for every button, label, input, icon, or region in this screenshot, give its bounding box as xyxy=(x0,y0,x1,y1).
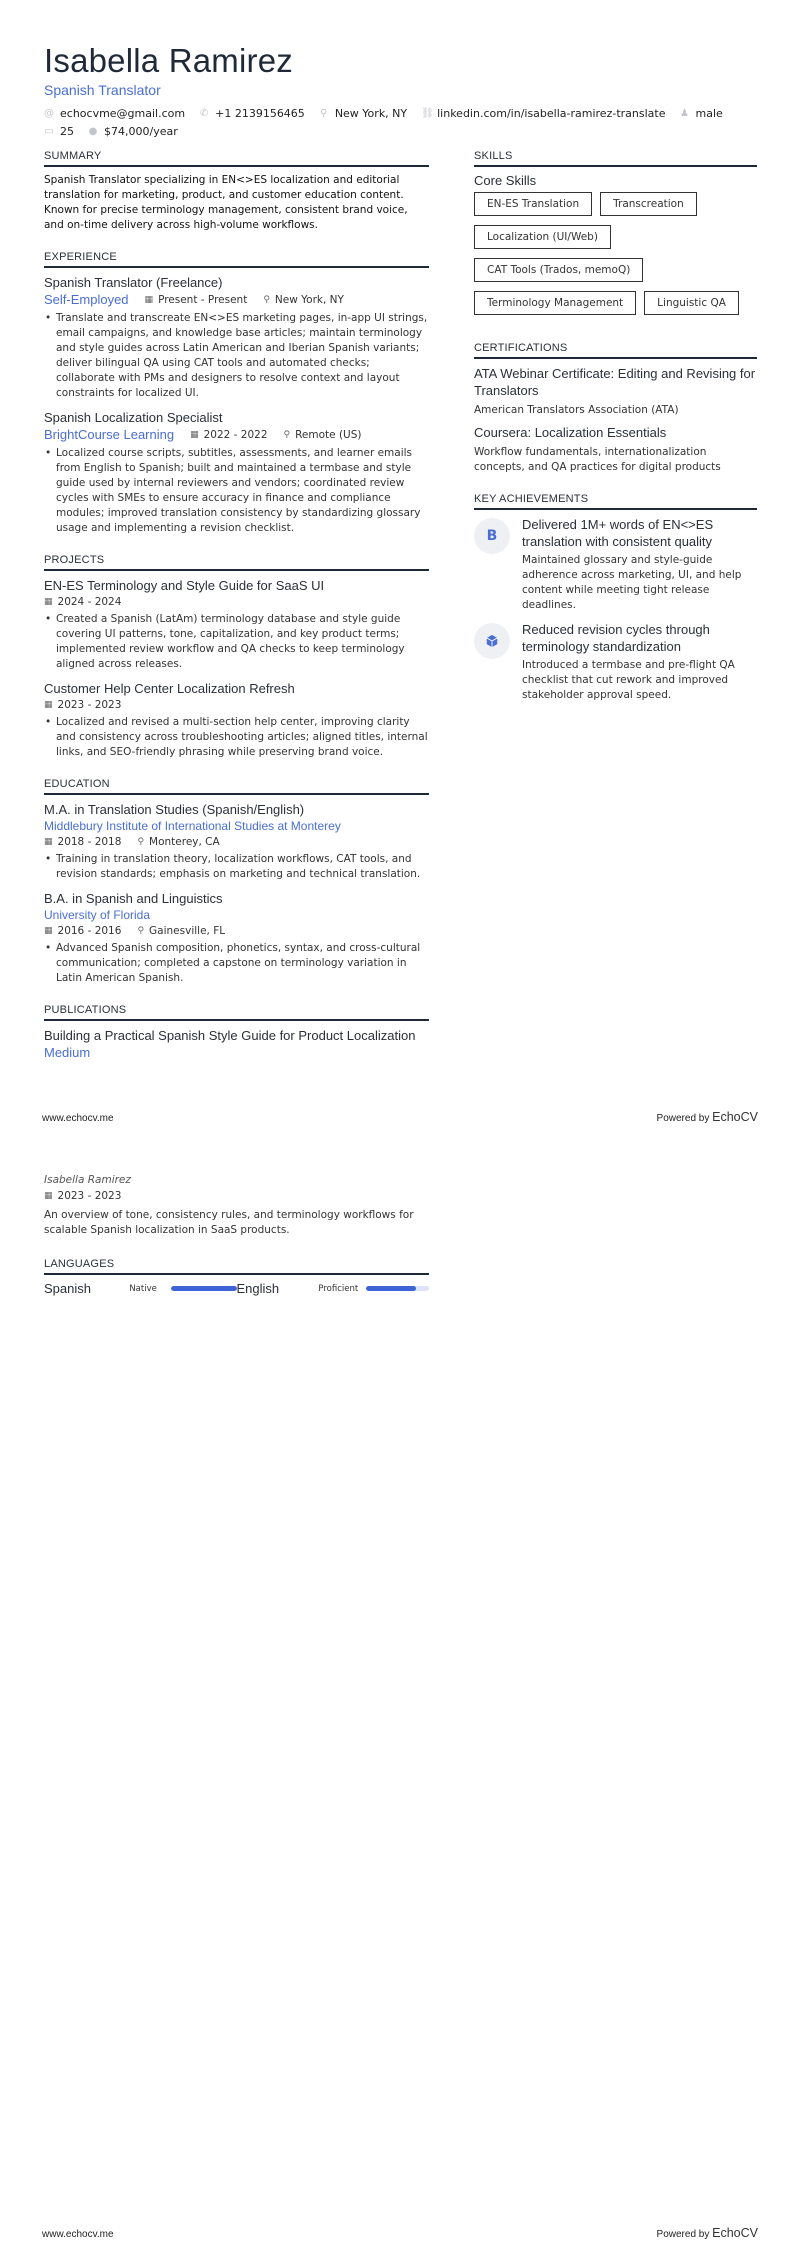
job-bullets xyxy=(44,446,429,536)
salary-icon: ● xyxy=(88,126,98,137)
achievement-item xyxy=(474,516,757,613)
bullet-item: • Translate and transcreate EN<>ES marketing pages, in-app UI strings, email campaigns, and knowledge base articles; maintain terminology and style guides across Latin American and Iberian Spanish variants; deliver bilingual QA using CAT tools and automated checks; collaborate with PMs and designers to resolve context and layout constraints for localized UI. xyxy=(44,311,429,401)
publication-dates: ▦ 2023 - 2023 xyxy=(44,1190,122,1202)
cube-icon xyxy=(474,623,510,659)
education-dates: ▦ 2016 - 2016 xyxy=(44,925,122,937)
achievement-description: Maintained glossary and style-guide adherence across marketing, UI, and help content while meeting tight release deadlines. xyxy=(522,554,742,611)
skill-tag: EN-ES Translation xyxy=(474,192,592,216)
education-location: ⚲ Monterey, CA xyxy=(137,836,220,848)
certifications-section xyxy=(474,342,757,475)
bullet-item: • Advanced Spanish composition, phonetics, syntax, and cross-cultural communication; completed a capstone on terminology variation in Latin American Spanish. xyxy=(44,941,429,986)
project-dates: ▦ 2024 - 2024 xyxy=(44,596,122,608)
skill-tag: Localization (UI/Web) xyxy=(474,225,611,249)
calendar-icon: ▭ xyxy=(44,126,54,137)
projects-section xyxy=(44,554,429,760)
job-title: Spanish Localization Specialist xyxy=(44,410,223,425)
publication-description: An overview of tone, consistency rules, and terminology workflows for scalable Spanish localization in SaaS products. xyxy=(44,1209,414,1236)
degree: M.A. in Translation Studies (Spanish/English) xyxy=(44,802,305,817)
candidate-name: Isabella Ramirez xyxy=(44,42,293,79)
bullet-item: • Localized and revised a multi-section help center, improving clarity and consistency across troubleshooting articles; aligned titles, internal links, and SEO-friendly phrasing while preserving brand voice. xyxy=(44,715,429,760)
skill-tag: Terminology Management xyxy=(474,291,636,315)
skill-group-name: Core Skills xyxy=(474,173,537,188)
echocv-brand: EchoCV xyxy=(712,1110,758,1124)
project-bullets xyxy=(44,612,429,672)
page-footer xyxy=(42,1110,758,1124)
skills-section xyxy=(474,150,757,324)
left-column xyxy=(44,150,429,1080)
footer-website-link[interactable]: www.echocv.me xyxy=(42,1113,114,1124)
project-entry xyxy=(44,577,429,672)
publication-title: Building a Practical Spanish Style Guide for Product Localization xyxy=(44,1028,416,1043)
language-name: English xyxy=(236,1281,280,1296)
project-title: Customer Help Center Localization Refresh xyxy=(44,681,295,696)
school-name: Middlebury Institute of International Studies at Monterey xyxy=(44,819,341,833)
company-name: BrightCourse Learning xyxy=(44,427,175,442)
bullet-item: • Training in translation theory, localization workflows, CAT tools, and revision standards; emphasis on marketing and technical translation. xyxy=(44,852,429,882)
certification-title: Coursera: Localization Essentials xyxy=(474,425,667,440)
language-proficiency-bar xyxy=(366,1286,429,1291)
section-heading: LANGUAGES xyxy=(44,1258,429,1275)
person-icon: ♟ xyxy=(680,108,689,119)
experience-entry xyxy=(44,274,429,401)
section-heading: PUBLICATIONS xyxy=(44,1004,429,1021)
school-name: University of Florida xyxy=(44,908,151,922)
section-heading: SUMMARY xyxy=(44,150,429,167)
calendar-icon: ▦ xyxy=(44,1191,53,1201)
education-entry xyxy=(44,801,429,882)
contact-phone[interactable]: ✆ +1 2139156465 xyxy=(199,105,305,123)
section-heading: EDUCATION xyxy=(44,778,429,795)
language-name: Spanish xyxy=(44,1281,91,1296)
education-section xyxy=(44,778,429,986)
language-item xyxy=(44,1281,237,1296)
contact-linkedin[interactable]: ⛓ linkedin.com/in/isabella-ramirez-translate xyxy=(421,105,665,123)
bullet-item: • Created a Spanish (LatAm) terminology database and style guide covering UI patterns, tone, capitalization, and key product terms; implemented review workflow and QA checks to keep terminology aligned across releases. xyxy=(44,612,429,672)
education-bullets xyxy=(44,941,429,986)
achievement-title: Reduced revision cycles through terminology standardization xyxy=(522,622,710,654)
publication-publisher: Medium xyxy=(44,1045,91,1060)
certification-detail: Workflow fundamentals, internationalization concepts, and QA practices for digital products xyxy=(474,446,721,473)
degree: B.A. in Spanish and Linguistics xyxy=(44,891,223,906)
summary-text: Spanish Translator specializing in EN<>ES localization and editorial translation for marketing, product, and customer education content. Known for precise terminology management, consistent brand voice, and on-time delivery across high-volume workflows. xyxy=(44,174,408,231)
job-bullets xyxy=(44,311,429,401)
publications-section xyxy=(44,1004,429,1062)
company-name: Self-Employed xyxy=(44,292,129,307)
contact-list xyxy=(44,105,764,141)
calendar-icon: ▦ xyxy=(144,295,154,305)
project-entry xyxy=(44,680,429,760)
candidate-title: Spanish Translator xyxy=(44,82,161,98)
skill-tags xyxy=(474,192,757,324)
location-pin-icon: ⚲ xyxy=(320,108,328,119)
location-pin-icon: ⚲ xyxy=(263,295,270,305)
experience-entry xyxy=(44,409,429,536)
education-entry xyxy=(44,890,429,986)
language-level: Native xyxy=(129,1283,157,1294)
skill-tag: Linguistic QA xyxy=(644,291,739,315)
certification-title: ATA Webinar Certificate: Editing and Revising for Translators xyxy=(474,366,756,398)
achievement-description: Introduced a termbase and pre-flight QA checklist that cut rework and improved stakeholder approval speed. xyxy=(522,659,735,701)
publication-continued xyxy=(44,1173,429,1238)
education-bullets xyxy=(44,852,429,882)
section-heading: CERTIFICATIONS xyxy=(474,342,757,359)
experience-section xyxy=(44,251,429,536)
section-heading: SKILLS xyxy=(474,150,757,167)
project-dates: ▦ 2023 - 2023 xyxy=(44,699,122,711)
contact-email[interactable]: @ echocvme@gmail.com xyxy=(44,105,185,123)
calendar-icon: ▦ xyxy=(44,700,53,710)
contact-location: ⚲ New York, NY xyxy=(319,105,407,123)
right-column xyxy=(474,150,757,721)
section-heading: PROJECTS xyxy=(44,554,429,571)
achievements-section xyxy=(474,493,757,703)
footer-website-link[interactable]: www.echocv.me xyxy=(42,2229,114,2240)
calendar-icon: ▦ xyxy=(190,430,199,440)
footer-powered-by[interactable]: Powered by EchoCV xyxy=(656,2226,758,2240)
location-pin-icon: ⚲ xyxy=(137,926,145,936)
language-proficiency-bar xyxy=(171,1286,236,1291)
resume-header xyxy=(44,42,764,141)
contact-salary: ● $74,000/year xyxy=(88,123,178,141)
achievement-title: Delivered 1M+ words of EN<>ES translation with consistent quality xyxy=(522,517,714,549)
contact-age: ▭ 25 xyxy=(44,123,74,141)
skill-tag: CAT Tools (Trados, memoQ) xyxy=(474,258,643,282)
job-location: ⚲ Remote (US) xyxy=(283,429,362,441)
calendar-icon: ▦ xyxy=(44,926,53,936)
project-title: EN-ES Terminology and Style Guide for SaaS UI xyxy=(44,578,325,593)
job-dates: ▦ 2022 - 2022 xyxy=(190,429,268,441)
section-heading: KEY ACHIEVEMENTS xyxy=(474,493,757,510)
education-dates: ▦ 2018 - 2018 xyxy=(44,836,122,848)
echocv-brand: EchoCV xyxy=(712,2226,758,2240)
summary-section xyxy=(44,150,429,233)
section-heading: EXPERIENCE xyxy=(44,251,429,268)
location-pin-icon: ⚲ xyxy=(283,430,291,440)
project-bullets xyxy=(44,715,429,760)
at-icon: @ xyxy=(44,108,54,119)
job-title: Spanish Translator (Freelance) xyxy=(44,275,223,290)
letter-b-icon: B xyxy=(474,518,510,554)
page-2-content xyxy=(44,1173,429,1314)
language-level: Proficient xyxy=(318,1283,359,1294)
phone-icon: ✆ xyxy=(199,108,209,119)
location-pin-icon: ⚲ xyxy=(137,837,145,847)
page-footer xyxy=(42,2226,758,2240)
skill-tag: Transcreation xyxy=(600,192,697,216)
language-list xyxy=(44,1281,429,1296)
publication-author: Isabella Ramirez xyxy=(44,1174,131,1186)
achievement-item xyxy=(474,621,757,703)
job-location: ⚲ New York, NY xyxy=(263,294,344,306)
job-dates: ▦ Present - Present xyxy=(144,294,248,306)
contact-gender: ♟ male xyxy=(679,105,722,123)
bullet-item: • Localized course scripts, subtitles, assessments, and learner emails from English to Spanish; built and maintained a termbase and style guide used by internal reviewers and vendors; coordinated review cycles with SMEs to ensure accuracy in finance and compliance modules; improved translation consistency by standardizing glossary usage and implementing a revision checklist. xyxy=(44,446,429,536)
calendar-icon: ▦ xyxy=(44,837,53,847)
calendar-icon: ▦ xyxy=(44,597,53,607)
resume-page-2 xyxy=(0,1123,794,2246)
education-location: ⚲ Gainesville, FL xyxy=(137,925,226,937)
footer-powered-by[interactable]: Powered by EchoCV xyxy=(656,1110,758,1124)
language-item xyxy=(237,1281,430,1296)
languages-section xyxy=(44,1258,429,1296)
link-icon: ⛓ xyxy=(421,108,434,119)
certification-detail: American Translators Association (ATA) xyxy=(474,404,679,416)
